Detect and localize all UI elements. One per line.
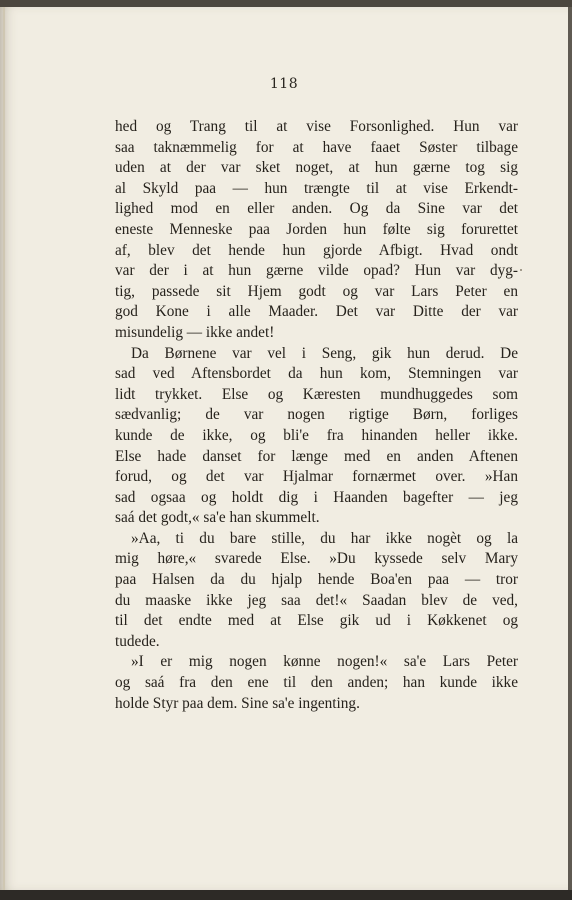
text-line: god Kone i alle Maader. Det var Ditte der var [115,303,518,321]
text-line: tudede. [115,632,160,650]
text-line: forud, og det var Hjalmar fornærmet over. »Han [115,468,518,486]
text-line: misundelig — ikke andet! [115,323,275,341]
page-number: 118 [269,76,299,92]
text-line: lighed mod en eller anden. Og da Sine var det [115,200,518,218]
text-line: sædvanlig; de var nogen rigtige Børn, forliges [115,406,518,424]
text-line: Da Børnene var vel i Seng, gik hun derud. De [131,344,518,362]
text-line: kunde de ikke, og bli'e fra hinanden heller ikke. [115,426,518,444]
text-line: sad ogsaa og holdt dig i Haanden bagefter — jeg [115,488,518,506]
scan-top-edge [0,0,572,7]
text-line: uden at der var sket noget, at hun gærne tog sig [115,159,518,177]
text-line: og saá fra den ene til den anden; han kunde ikke [115,674,518,692]
text-line: »Aa, ti du bare stille, du har ikke nogèt og la [131,529,518,547]
paper-speck [520,269,522,271]
body-text [115,117,518,714]
text-line: tig, passede sit Hjem godt og var Lars Peter en [115,282,518,300]
text-line: holde Styr paa dem. Sine sa'e ingenting. [115,694,360,712]
binding-gutter [3,7,5,890]
text-line: paa Halsen da du hjalp hende Boa'en paa — tror [115,571,518,589]
text-line: til det endte med at Else gik ud i Køkkenet og [115,612,518,630]
text-line: sad ved Aftensbordet da hun kom, Stemningen var [115,365,518,383]
text-line: hed og Trang til at vise Forsonlighed. Hun var [115,118,518,135]
text-line: af, blev det hende hun gjorde Afbigt. Hvad ondt [115,241,518,259]
text-line: »I er mig nogen kønne nogen!« sa'e Lars Peter [131,653,518,671]
text-line: mig høre,« svarede Else. »Du kyssede selv Mary [115,550,518,568]
text-line: saá det godt,« sa'e han skummelt. [115,509,320,527]
text-line: lidt trykket. Else og Kæresten mundhuggedes som [115,385,518,403]
text-line: eneste Menneske paa Jorden hun følte sig forurettet [115,220,518,238]
page-sheet [0,7,568,890]
text-line: du maaske ikke jeg saa det!« Saadan blev de ved, [115,591,518,609]
scan-bottom-edge [0,890,572,900]
text-line: saa taknæmmelig for at have faaet Søster tilbage [115,138,518,156]
text-line: var der i at hun gærne vilde opad? Hun var dyg- [115,262,518,280]
text-line: Else hade danset for længe med en anden Aftenen [115,447,518,465]
text-line: al Skyld paa — hun trængte til at vise Erkendt- [115,179,518,197]
